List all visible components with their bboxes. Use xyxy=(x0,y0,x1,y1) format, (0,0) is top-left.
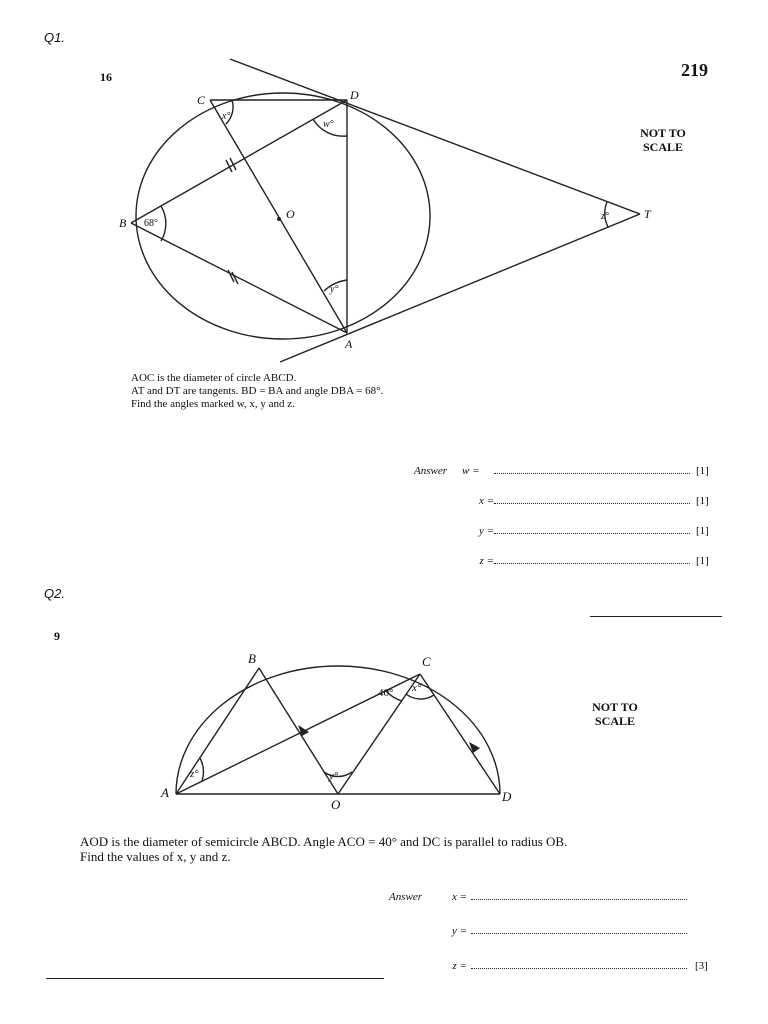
q2-parallel-arrow-ob xyxy=(298,725,309,736)
q2-answer-z-mark: [3] xyxy=(695,960,708,972)
q1-chord-bd xyxy=(131,100,347,223)
q1-number: 16 xyxy=(100,70,112,84)
q1-angle-w-label: w° xyxy=(323,119,334,130)
q2-angle-x-label: x° xyxy=(412,682,422,694)
q2-answer-z xyxy=(389,959,729,972)
q1-answer-x-var: x = xyxy=(478,495,494,507)
q1-label-d: D xyxy=(350,88,359,102)
q2-arc-a xyxy=(200,758,203,781)
q1-answer-z-field[interactable] xyxy=(494,554,690,564)
q1-answer-z-var: z = xyxy=(479,555,494,567)
q1-answer-y-mark: [1] xyxy=(696,525,709,537)
q2-answer-z-field[interactable] xyxy=(471,959,687,969)
q1-angle-z-label: z° xyxy=(601,211,609,222)
q2-parallel-arrow-dc xyxy=(469,742,480,753)
q1-angle-x-label: x° xyxy=(222,111,231,122)
q2-arc-cx xyxy=(406,694,434,699)
q1-not-to-scale-line2: SCALE xyxy=(642,140,683,154)
q2-question-text xyxy=(80,834,567,864)
q1-label-b: B xyxy=(119,216,127,230)
q1-label-c: C xyxy=(197,93,206,107)
q2-label-c: C xyxy=(422,654,431,669)
q1-circle xyxy=(136,93,430,339)
q2-answer-y-field[interactable] xyxy=(471,924,687,934)
q1-answer-x-field[interactable] xyxy=(494,494,690,504)
q2-semicircle-diagram xyxy=(0,630,768,820)
q1-angle-y-label: y° xyxy=(330,284,339,295)
q1-not-to-scale-line1: NOT TO xyxy=(640,126,686,140)
q1-answer-y-field[interactable] xyxy=(494,524,690,534)
q1-answer-w-var: w = xyxy=(462,465,480,477)
q1-tangent-dt xyxy=(230,59,640,214)
q2-not-to-scale-line2: SCALE xyxy=(594,714,635,728)
page-number: 219 xyxy=(681,60,708,80)
q1-angle-b-label: 68° xyxy=(144,218,158,229)
q1-label-a: A xyxy=(345,337,353,351)
q2-answer-x xyxy=(389,890,719,903)
q2-angle-y-label: y° xyxy=(329,770,339,782)
q1-text-line2: AT and DT are tangents. BD = BA and angle DBA = 68°. xyxy=(131,385,384,397)
q2-answer-x-var: x = xyxy=(451,891,467,903)
page-end-rule xyxy=(46,978,384,979)
q1-circle-diagram xyxy=(0,0,768,400)
q2-label: Q2. xyxy=(44,586,65,601)
q2-not-to-scale-line1: NOT TO xyxy=(592,700,638,714)
q1-centre-point xyxy=(277,217,281,221)
q2-answer-z-var: z = xyxy=(452,960,467,972)
q2-label-o: O xyxy=(331,797,341,812)
q1-answer-z-mark: [1] xyxy=(696,555,709,567)
q2-number: 9 xyxy=(54,629,60,643)
q1-arc-b xyxy=(161,206,166,241)
q1-answer-y xyxy=(414,524,724,537)
q2-label-b: B xyxy=(248,651,256,666)
q1-label-o: O xyxy=(286,207,295,221)
q2-answer-prefix: Answer xyxy=(389,891,422,903)
q2-text-line1: AOD is the diameter of semicircle ABCD. Angle ACO = 40° and DC is parallel to radius OB. xyxy=(80,834,568,849)
q2-label-d: D xyxy=(502,789,512,804)
q2-angle-40-label: 40° xyxy=(378,687,394,699)
q2-angle-z-label: z° xyxy=(190,768,199,780)
q1-text-line3: Find the angles marked w, x, y and z. xyxy=(131,398,295,410)
q1-question-text xyxy=(131,372,383,411)
q2-chord-cd xyxy=(420,674,500,794)
q1-answer-w xyxy=(414,464,724,477)
q1-end-rule xyxy=(590,616,722,617)
q1-label-t: T xyxy=(644,207,651,221)
q2-answer-y-var: y = xyxy=(451,925,467,937)
q1-label: Q1. xyxy=(44,30,65,45)
q1-text-line1: AOC is the diameter of circle ABCD. xyxy=(131,372,297,384)
q1-answer-w-mark: [1] xyxy=(696,465,709,477)
q2-radius-ob xyxy=(259,668,338,794)
q2-answer-y xyxy=(389,924,719,937)
q2-label-a: A xyxy=(161,785,169,800)
q2-text-line2: Find the values of x, y and z. xyxy=(80,849,231,864)
q2-chord-ab xyxy=(176,668,259,794)
q1-answer-x xyxy=(414,494,724,507)
q1-answer-prefix: Answer xyxy=(414,465,447,477)
q1-answer-w-field[interactable] xyxy=(494,464,690,474)
q1-answer-z xyxy=(414,554,724,567)
q1-answer-y-var: y = xyxy=(478,525,494,537)
q2-answer-x-field[interactable] xyxy=(471,890,687,900)
q1-answer-x-mark: [1] xyxy=(696,495,709,507)
